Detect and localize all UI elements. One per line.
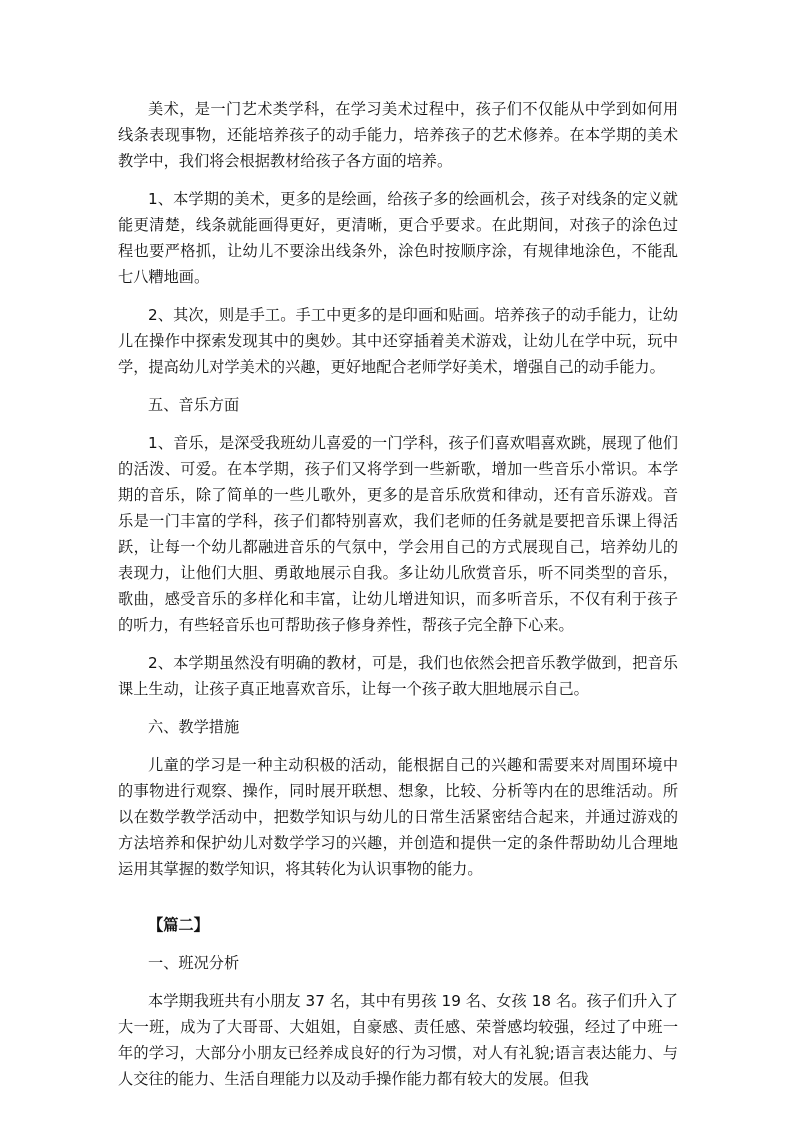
document-body <box>118 96 678 1092</box>
paragraph-art-intro: 美术，是一门艺术类学科，在学习美术过程中，孩子们不仅能从中学到如何用线条表现事物，还能培养孩子的动手能力，培养孩子的艺术修养。在本学期的美术教学中，我们将会根据教材给孩子各方面的培养。 <box>118 100 678 170</box>
paragraph-teaching-measures: 儿童的学习是一种主动积极的活动，能根据自己的兴趣和需要来对周围环境中的事物进行观察、操作，同时展开联想、想象，比较、分析等内在的思维活动。所以在数学教学活动中，把数学知识与幼儿的日常生活紧密结合起来，并通过游戏的方法培养和保护幼儿对数学学习的兴趣，并创造和提供一定的条件帮助幼儿合理地运用其掌握的数学知识，将其转化为认识事物的能力。 <box>118 756 678 878</box>
paragraph-art-drawing: 1、本学期的美术，更多的是绘画，给孩子多的绘画机会，孩子对线条的定义就能更清楚，线条就能画得更好，更清晰，更合乎要求。在此期间，对孩子的涂色过程也要严格抓，让幼儿不要涂出线条外，涂色时按顺序涂，有规律地涂色，不能乱七八糟地画。 <box>118 190 678 286</box>
heading-music: 五、音乐方面 <box>148 396 240 414</box>
part-two-title: 【篇二】 <box>148 916 209 934</box>
heading-teaching-measures: 六、教学措施 <box>148 718 240 736</box>
paragraph-class-analysis: 本学期我班共有小朋友 37 名，其中有男孩 19 名、女孩 18 名。孩子们升入了大一班，成为了大哥哥、大姐姐，自豪感、责任感、荣誉感均较强，经过了中班一年的学习，大部分小朋友已经养成良好的行为习惯，对人有礼貌;语言表达能力、与人交往的能力、生活自理能力以及动手操作能力都有较大的发展。但我 <box>118 992 678 1088</box>
paragraph-music-2: 2、本学期虽然没有明确的教材，可是，我们也依然会把音乐教学做到，把音乐课上生动，让孩子真正地喜欢音乐，让每一个孩子敢大胆地展示自己。 <box>118 654 678 698</box>
paragraph-music-1: 1、音乐，是深受我班幼儿喜爱的一门学科，孩子们喜欢唱喜欢跳，展现了他们的活泼、可爱。在本学期，孩子们又将学到一些新歌，增加一些音乐小常识。本学期的音乐，除了简单的一些儿歌外，更多的是音乐欣赏和律动，还有音乐游戏。音乐是一门丰富的学科，孩子们都特别喜欢，我们老师的任务就是要把音乐课上得活跃，让每一个幼儿都融进音乐的气氛中，学会用自己的方式展现自己，培养幼儿的表现力，让他们大胆、勇敢地展示自我。多让幼儿欣赏音乐，听不同类型的音乐，歌曲，感受音乐的多样化和丰富，让幼儿增进知识，而多听音乐，不仅有利于孩子的听力，有些轻音乐也可帮助孩子修身养性，帮孩子完全静下心来。 <box>118 434 678 634</box>
heading-class-analysis: 一、班况分析 <box>148 954 240 972</box>
paragraph-art-handcraft: 2、其次，则是手工。手工中更多的是印画和贴画。培养孩子的动手能力，让幼儿在操作中探索发现其中的奥妙。其中还穿插着美术游戏，让幼儿在学中玩，玩中学，提高幼儿对学美术的兴趣，更好地配合老师学好美术，增强自己的动手能力。 <box>118 306 678 376</box>
